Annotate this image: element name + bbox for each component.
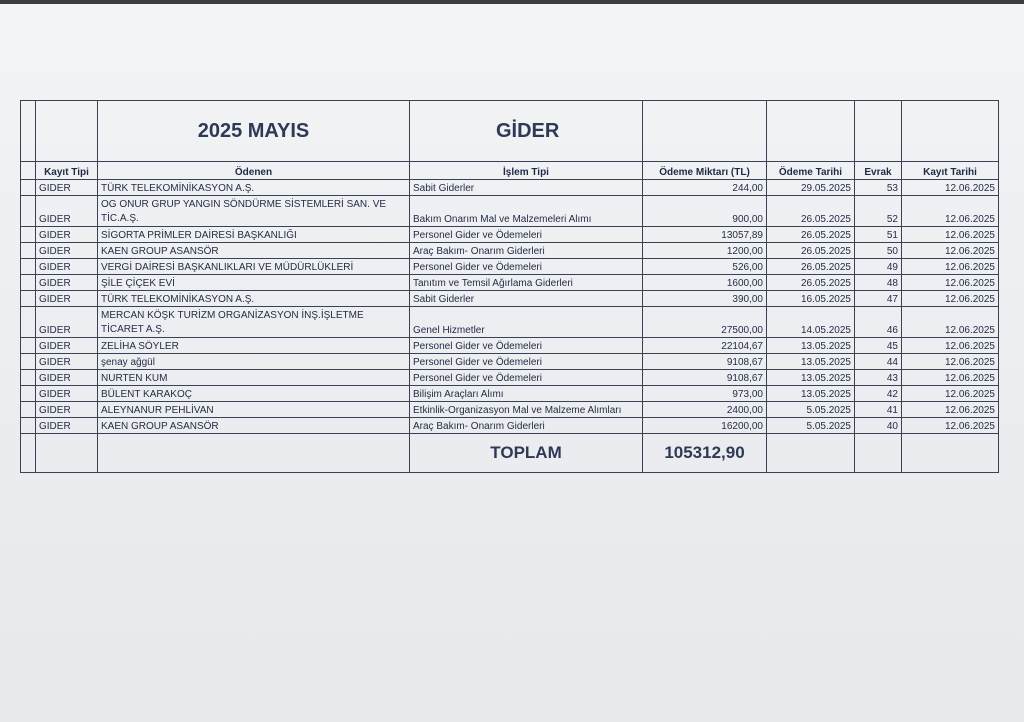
- cell-odeme-miktari: 390,00: [643, 291, 767, 307]
- cell-odenen: KAEN GROUP ASANSÖR: [98, 243, 410, 259]
- cell-odenen: TÜRK TELEKOMİNİKASYON A.Ş.: [98, 180, 410, 196]
- empty-cell: [855, 101, 902, 162]
- margin-cell: [21, 196, 36, 227]
- table-row: [21, 243, 999, 259]
- margin-cell: [21, 275, 36, 291]
- page-title: 2025 MAYIS: [98, 101, 410, 162]
- empty-cell: [643, 101, 767, 162]
- cell-kayit-tarihi: 12.06.2025: [902, 354, 999, 370]
- cell-kayit-tipi: GIDER: [36, 291, 98, 307]
- cell-evrak: 53: [855, 180, 902, 196]
- cell-odenen: ŞİLE ÇİÇEK EVİ: [98, 275, 410, 291]
- cell-kayit-tipi: GIDER: [36, 307, 98, 338]
- table-row: [21, 386, 999, 402]
- col-header-odenen: Ödenen: [98, 162, 410, 180]
- cell-odeme-tarihi: 5.05.2025: [767, 402, 855, 418]
- cell-odenen: BÜLENT KARAKOÇ: [98, 386, 410, 402]
- total-value: 105312,90: [643, 434, 767, 473]
- cell-evrak: 52: [855, 196, 902, 227]
- cell-islem-tipi: Personel Gider ve Ödemeleri: [410, 259, 643, 275]
- col-header-islem-tipi: İşlem Tipi: [410, 162, 643, 180]
- cell-odenen: NURTEN KUM: [98, 370, 410, 386]
- cell-kayit-tarihi: 12.06.2025: [902, 227, 999, 243]
- cell-kayit-tarihi: 12.06.2025: [902, 180, 999, 196]
- cell-odeme-tarihi: 26.05.2025: [767, 196, 855, 227]
- cell-evrak: 46: [855, 307, 902, 338]
- cell-odeme-miktari: 526,00: [643, 259, 767, 275]
- cell-islem-tipi: Genel Hizmetler: [410, 307, 643, 338]
- cell-kayit-tipi: GIDER: [36, 402, 98, 418]
- cell-evrak: 49: [855, 259, 902, 275]
- margin-cell: [21, 180, 36, 196]
- header-row: [21, 162, 999, 180]
- cell-islem-tipi: Bakım Onarım Mal ve Malzemeleri Alımı: [410, 196, 643, 227]
- cell-odenen: TÜRK TELEKOMİNİKASYON A.Ş.: [98, 291, 410, 307]
- table-row: [21, 370, 999, 386]
- margin-cell: [21, 386, 36, 402]
- cell-odenen: ZELİHA SÖYLER: [98, 338, 410, 354]
- empty-cell: [902, 434, 999, 473]
- cell-kayit-tipi: GIDER: [36, 338, 98, 354]
- empty-cell: [767, 434, 855, 473]
- cell-odenen: şenay ağgül: [98, 354, 410, 370]
- cell-islem-tipi: Personel Gider ve Ödemeleri: [410, 354, 643, 370]
- cell-kayit-tipi: GIDER: [36, 386, 98, 402]
- cell-evrak: 41: [855, 402, 902, 418]
- cell-odeme-tarihi: 26.05.2025: [767, 227, 855, 243]
- cell-odeme-miktari: 9108,67: [643, 354, 767, 370]
- col-header-odeme-tarihi: Ödeme Tarihi: [767, 162, 855, 180]
- table-row: [21, 418, 999, 434]
- cell-kayit-tarihi: 12.06.2025: [902, 291, 999, 307]
- table-row: [21, 196, 999, 227]
- cell-odeme-tarihi: 13.05.2025: [767, 354, 855, 370]
- cell-evrak: 40: [855, 418, 902, 434]
- cell-odeme-miktari: 27500,00: [643, 307, 767, 338]
- empty-cell: [36, 434, 98, 473]
- cell-evrak: 43: [855, 370, 902, 386]
- margin-cell: [21, 354, 36, 370]
- cell-odeme-miktari: 9108,67: [643, 370, 767, 386]
- cell-odeme-tarihi: 14.05.2025: [767, 307, 855, 338]
- margin-cell: [21, 291, 36, 307]
- cell-odeme-tarihi: 26.05.2025: [767, 243, 855, 259]
- cell-kayit-tipi: GIDER: [36, 180, 98, 196]
- cell-islem-tipi: Personel Gider ve Ödemeleri: [410, 370, 643, 386]
- title-row: [21, 101, 999, 162]
- table-row: [21, 291, 999, 307]
- cell-islem-tipi: Tanıtım ve Temsil Ağırlama Giderleri: [410, 275, 643, 291]
- cell-odeme-tarihi: 13.05.2025: [767, 338, 855, 354]
- cell-kayit-tipi: GIDER: [36, 354, 98, 370]
- margin-cell: [21, 307, 36, 338]
- table-row: [21, 354, 999, 370]
- margin-cell: [21, 418, 36, 434]
- section-title: GİDER: [410, 101, 643, 162]
- cell-kayit-tipi: GIDER: [36, 227, 98, 243]
- table-row: [21, 307, 999, 338]
- cell-islem-tipi: Sabit Giderler: [410, 291, 643, 307]
- cell-kayit-tarihi: 12.06.2025: [902, 370, 999, 386]
- table-row: [21, 259, 999, 275]
- col-header-kayit-tarihi: Kayıt Tarihi: [902, 162, 999, 180]
- cell-odeme-miktari: 2400,00: [643, 402, 767, 418]
- cell-kayit-tarihi: 12.06.2025: [902, 418, 999, 434]
- cell-odeme-miktari: 22104,67: [643, 338, 767, 354]
- table-row: [21, 402, 999, 418]
- cell-evrak: 48: [855, 275, 902, 291]
- cell-odeme-tarihi: 29.05.2025: [767, 180, 855, 196]
- cell-kayit-tarihi: 12.06.2025: [902, 196, 999, 227]
- margin-cell: [21, 227, 36, 243]
- empty-cell: [855, 434, 902, 473]
- margin-cell: [21, 434, 36, 473]
- cell-kayit-tipi: GIDER: [36, 259, 98, 275]
- empty-cell: [98, 434, 410, 473]
- margin-cell: [21, 162, 36, 180]
- table-row: [21, 180, 999, 196]
- cell-odenen: MERCAN KÖŞK TURİZM ORGANİZASYON İNŞ.İŞLETME TİCARET A.Ş.: [98, 307, 410, 338]
- empty-cell: [767, 101, 855, 162]
- cell-odeme-tarihi: 26.05.2025: [767, 259, 855, 275]
- cell-odeme-miktari: 13057,89: [643, 227, 767, 243]
- table-row: [21, 275, 999, 291]
- cell-odeme-miktari: 900,00: [643, 196, 767, 227]
- cell-odenen: KAEN GROUP ASANSÖR: [98, 418, 410, 434]
- empty-cell: [36, 101, 98, 162]
- margin-cell: [21, 370, 36, 386]
- cell-kayit-tipi: GIDER: [36, 418, 98, 434]
- cell-islem-tipi: Sabit Giderler: [410, 180, 643, 196]
- cell-odeme-miktari: 16200,00: [643, 418, 767, 434]
- col-header-odeme-miktari: Ödeme Miktarı (TL): [643, 162, 767, 180]
- cell-kayit-tarihi: 12.06.2025: [902, 307, 999, 338]
- cell-odeme-miktari: 1600,00: [643, 275, 767, 291]
- cell-evrak: 50: [855, 243, 902, 259]
- cell-odeme-tarihi: 5.05.2025: [767, 418, 855, 434]
- cell-odeme-tarihi: 26.05.2025: [767, 275, 855, 291]
- margin-cell: [21, 243, 36, 259]
- empty-cell: [902, 101, 999, 162]
- margin-cell: [21, 101, 36, 162]
- cell-islem-tipi: Personel Gider ve Ödemeleri: [410, 338, 643, 354]
- expense-table: [20, 100, 999, 473]
- cell-kayit-tipi: GIDER: [36, 370, 98, 386]
- col-header-kayit-tipi: Kayıt Tipi: [36, 162, 98, 180]
- cell-islem-tipi: Personel Gider ve Ödemeleri: [410, 227, 643, 243]
- col-header-evrak: Evrak: [855, 162, 902, 180]
- cell-islem-tipi: Etkinlik-Organizasyon Mal ve Malzeme Alımları: [410, 402, 643, 418]
- cell-kayit-tarihi: 12.06.2025: [902, 402, 999, 418]
- cell-islem-tipi: Araç Bakım- Onarım Giderleri: [410, 243, 643, 259]
- total-row: [21, 434, 999, 473]
- cell-odeme-miktari: 244,00: [643, 180, 767, 196]
- margin-cell: [21, 402, 36, 418]
- cell-kayit-tarihi: 12.06.2025: [902, 243, 999, 259]
- cell-kayit-tarihi: 12.06.2025: [902, 259, 999, 275]
- cell-odenen: SİGORTA PRİMLER DAİRESİ BAŞKANLIĞI: [98, 227, 410, 243]
- cell-odeme-tarihi: 13.05.2025: [767, 370, 855, 386]
- total-label: TOPLAM: [410, 434, 643, 473]
- cell-odenen: VERGİ DAİRESİ BAŞKANLIKLARI VE MÜDÜRLÜKLERİ: [98, 259, 410, 275]
- margin-cell: [21, 259, 36, 275]
- cell-islem-tipi: Bilişim Araçları Alımı: [410, 386, 643, 402]
- cell-kayit-tarihi: 12.06.2025: [902, 338, 999, 354]
- cell-evrak: 51: [855, 227, 902, 243]
- cell-odenen: ALEYNANUR PEHLİVAN: [98, 402, 410, 418]
- cell-evrak: 47: [855, 291, 902, 307]
- cell-odeme-tarihi: 16.05.2025: [767, 291, 855, 307]
- cell-odenen: OG ONUR GRUP YANGIN SÖNDÜRME SİSTEMLERİ SAN. VE TİC.A.Ş.: [98, 196, 410, 227]
- margin-cell: [21, 338, 36, 354]
- cell-kayit-tarihi: 12.06.2025: [902, 386, 999, 402]
- cell-odeme-miktari: 1200,00: [643, 243, 767, 259]
- cell-evrak: 45: [855, 338, 902, 354]
- cell-kayit-tarihi: 12.06.2025: [902, 275, 999, 291]
- cell-islem-tipi: Araç Bakım- Onarım Giderleri: [410, 418, 643, 434]
- cell-evrak: 42: [855, 386, 902, 402]
- cell-odeme-tarihi: 13.05.2025: [767, 386, 855, 402]
- cell-odeme-miktari: 973,00: [643, 386, 767, 402]
- cell-kayit-tipi: GIDER: [36, 196, 98, 227]
- table-row: [21, 227, 999, 243]
- cell-evrak: 44: [855, 354, 902, 370]
- cell-kayit-tipi: GIDER: [36, 243, 98, 259]
- cell-kayit-tipi: GIDER: [36, 275, 98, 291]
- paper-sheet: [0, 4, 1024, 722]
- table-row: [21, 338, 999, 354]
